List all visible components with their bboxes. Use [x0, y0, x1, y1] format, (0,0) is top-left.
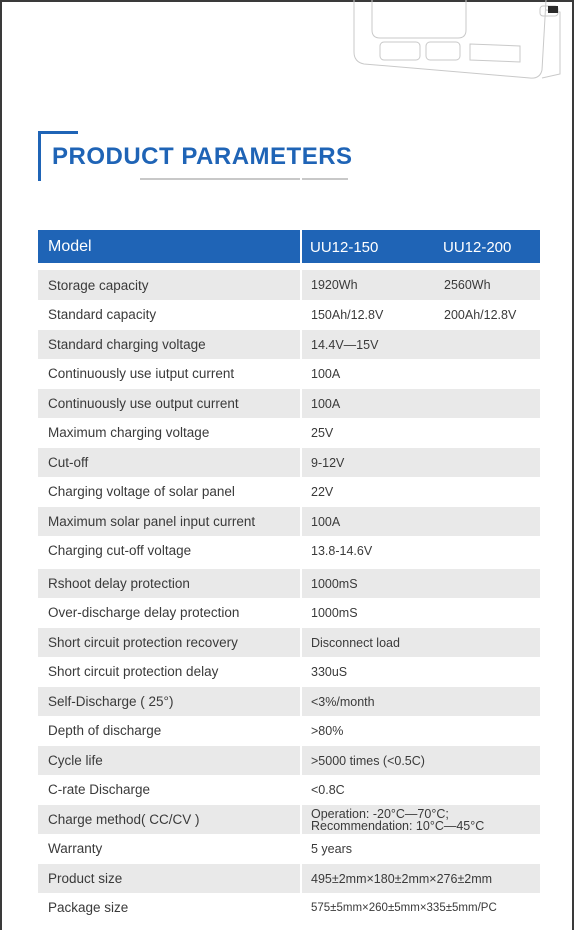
row-label: Maximum charging voltage: [48, 425, 210, 440]
row-value: Disconnect load: [302, 628, 540, 657]
row-value: [302, 270, 540, 300]
page-title: PRODUCT PARAMETERS: [52, 143, 353, 170]
row-value: 25V: [311, 425, 334, 440]
table-row: [38, 775, 540, 804]
row-value: 14.4V—15V: [302, 330, 540, 359]
table-row: [38, 598, 540, 627]
table-row: [38, 569, 540, 598]
row-label: Cut-off: [38, 448, 300, 477]
table-row: [38, 270, 540, 300]
row-value: 100A: [311, 366, 341, 381]
section-heading: [38, 131, 368, 191]
value-line-2: Recommendation: 10°C—45°C: [311, 818, 485, 833]
row-value: <3%/month: [302, 687, 540, 716]
row-value: >5000 times (<0.5C): [302, 746, 540, 775]
parameters-table: [38, 230, 540, 915]
header-divider: [300, 230, 302, 263]
row-label: Continuously use output current: [38, 389, 300, 418]
table-row: [38, 834, 540, 863]
table-row: [38, 893, 540, 922]
table-row: [38, 746, 540, 775]
frame-left-border: [0, 0, 2, 930]
heading-underline: [140, 178, 300, 180]
row-value: >80%: [311, 723, 344, 738]
header-model-b: UU12-200: [443, 239, 512, 256]
value-model-b: 2560Wh: [444, 278, 491, 292]
row-value: 100A: [302, 389, 540, 418]
row-label: Cycle life: [38, 746, 300, 775]
row-label: Depth of discharge: [48, 723, 162, 738]
table-row: [38, 418, 540, 447]
row-label: Standard charging voltage: [38, 330, 300, 359]
table-row: [38, 687, 540, 716]
row-label: C-rate Discharge: [48, 782, 151, 797]
row-value: 9-12V: [302, 448, 540, 477]
header-label: Model: [48, 238, 92, 255]
row-value: 22V: [311, 484, 334, 499]
row-label: Short circuit protection recovery: [38, 628, 300, 657]
row-label: Rshoot delay protection: [38, 569, 300, 598]
row-value: [302, 805, 540, 834]
heading-underline: [302, 178, 348, 180]
table-row: [38, 300, 540, 329]
row-label: Warranty: [48, 841, 103, 856]
table-row: [38, 330, 540, 359]
row-value: 1000mS: [311, 605, 358, 620]
table-row: [38, 389, 540, 418]
value-model-b: 200Ah/12.8V: [444, 307, 517, 322]
value-line-1: Operation: -20°C—70°C;: [311, 806, 449, 821]
row-value: 1000mS: [302, 569, 540, 598]
row-value: 100A: [302, 507, 540, 536]
row-label: Continuously use iutput current: [48, 366, 235, 381]
table-header: [38, 230, 540, 263]
row-label: Package size: [48, 900, 129, 915]
row-value: 330uS: [311, 664, 348, 679]
table-row: [38, 657, 540, 686]
row-label: Charging voltage of solar panel: [48, 484, 235, 499]
table-row: [38, 864, 540, 893]
row-label: Short circuit protection delay: [48, 664, 219, 679]
value-model-a: 1920Wh: [311, 278, 358, 292]
row-value: 13.8-14.6V: [311, 543, 373, 558]
battery-device-illustration: [350, 0, 574, 82]
row-label: Charge method( CC/CV ): [38, 805, 300, 834]
table-row: [38, 805, 540, 834]
row-label: Maximum solar panel input current: [38, 507, 300, 536]
row-value: 495±2mm×180±2mm×276±2mm: [302, 864, 540, 893]
table-row: [38, 477, 540, 506]
row-label: Charging cut-off voltage: [48, 543, 192, 558]
table-row: [38, 448, 540, 477]
table-row: [38, 536, 540, 565]
table-row: [38, 359, 540, 388]
table-row: [38, 716, 540, 745]
table-row: [38, 628, 540, 657]
table-row: [38, 507, 540, 536]
row-label: Storage capacity: [38, 270, 300, 300]
row-label: Self-Discharge ( 25°): [38, 687, 300, 716]
row-label: Product size: [38, 864, 300, 893]
row-label: Standard capacity: [48, 307, 157, 322]
row-value: [302, 300, 540, 329]
header-model-a: UU12-150: [310, 239, 379, 256]
row-value: 5 years: [311, 841, 352, 856]
row-label: Over-discharge delay protection: [48, 605, 240, 620]
value-model-a: 150Ah/12.8V: [311, 307, 384, 322]
row-value: <0.8C: [311, 782, 345, 797]
row-value: 575±5mm×260±5mm×335±5mm/PC: [311, 901, 497, 914]
